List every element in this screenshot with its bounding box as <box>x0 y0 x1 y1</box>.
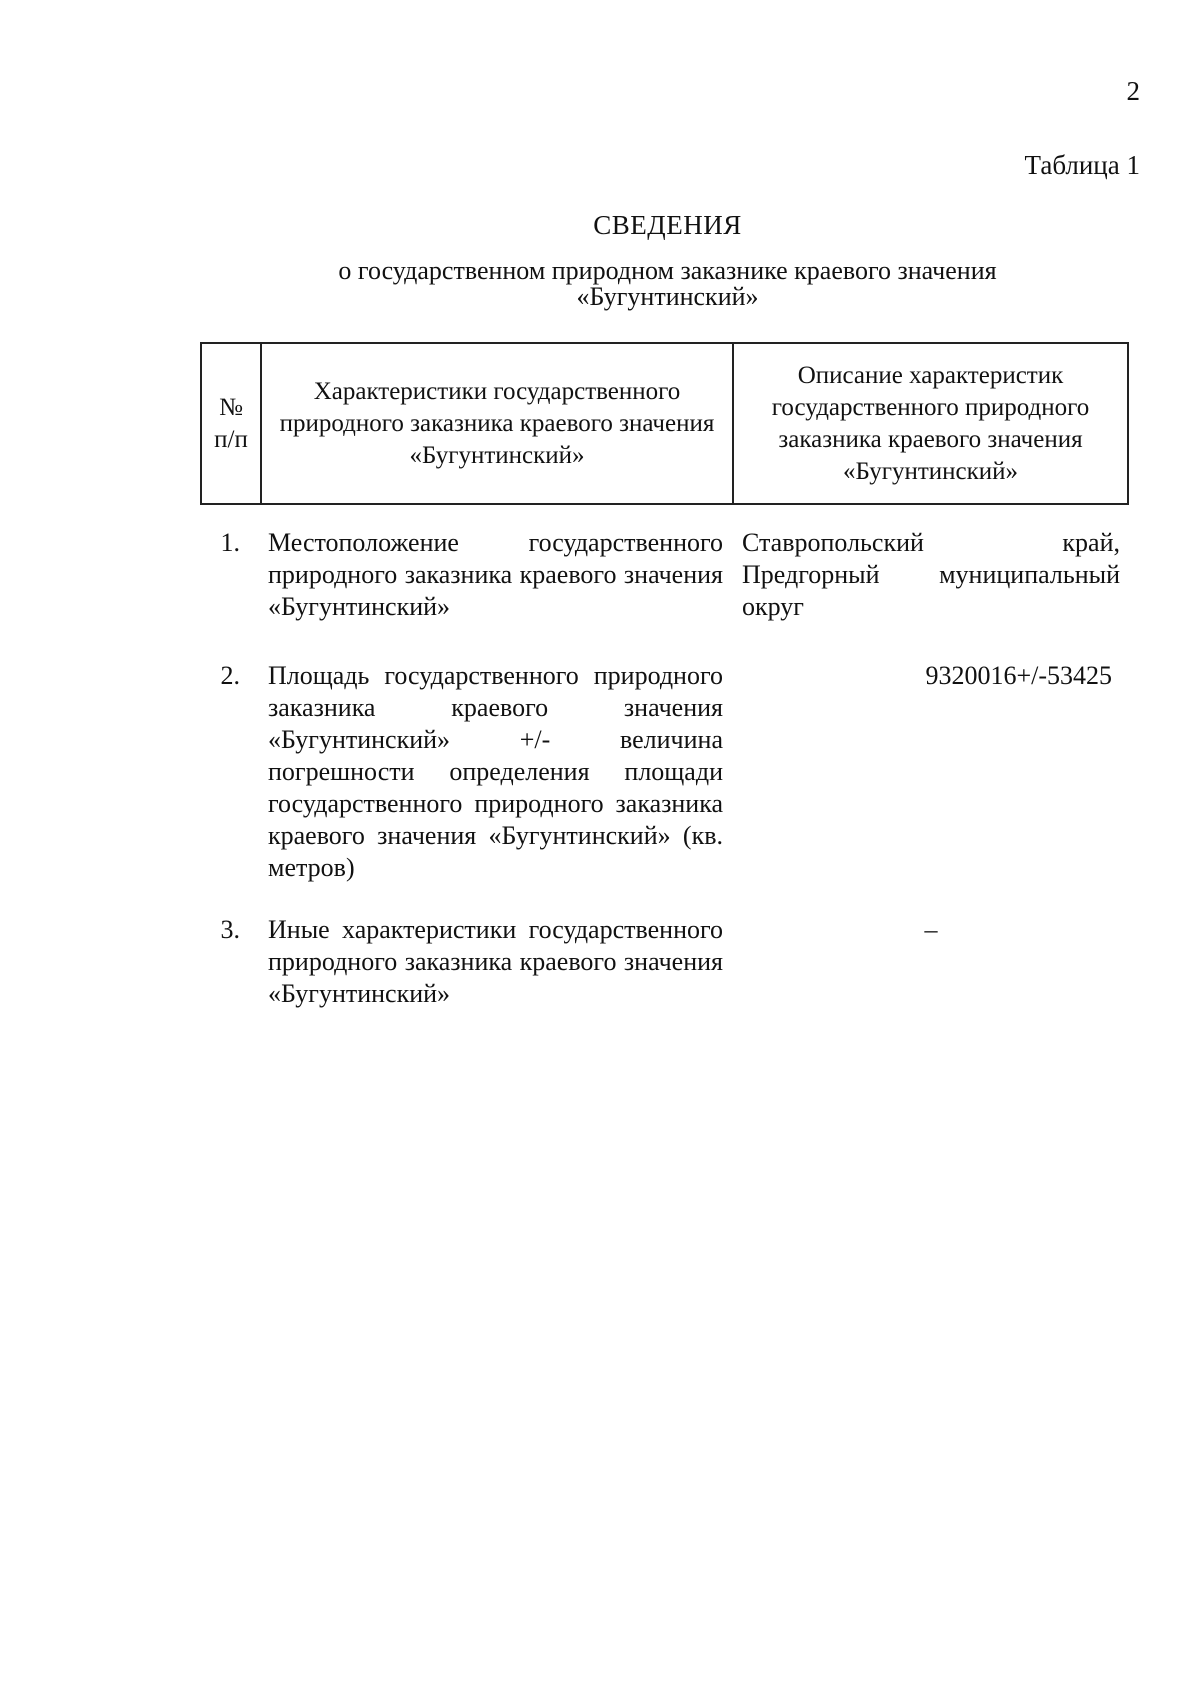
row-number: 3. <box>220 915 240 944</box>
subtitle-line-1: о государственном природном заказнике краевого значения <box>338 256 997 285</box>
row-description: Ставропольский край, Предгорный муниципальный округ <box>742 528 1120 621</box>
row-number: 1. <box>220 528 240 557</box>
document-title: СВЕДЕНИЯ <box>593 210 742 240</box>
header-number-cell <box>202 344 262 503</box>
header-description-cell: Описание характеристик государственного природного заказника краевого значения «Бугунтинский» <box>771 361 1090 485</box>
row-number: 2. <box>220 661 240 690</box>
header-characteristics-cell: Характеристики государственного природного заказника краевого значения «Бугунтинский» <box>262 344 734 503</box>
row-description: – <box>924 915 938 944</box>
row-characteristic: Местоположение государственного природного заказника краевого значения «Бугунтинский» <box>268 528 723 621</box>
header-number-abbrev: п/п <box>214 425 248 453</box>
table-label: Таблица 1 <box>1024 150 1140 180</box>
header-number-symbol: № <box>219 393 243 421</box>
row-characteristic: Площадь государственного природного заказника краевого значения «Бугунтинский» +/- величина погрешности определения площади государственного природного заказника краевого значения «Бугунтинский» (кв. метров) <box>268 661 723 882</box>
subtitle-line-2: «Бугунтинский» <box>576 282 759 311</box>
document-subtitle <box>0 258 1200 310</box>
page-number: 2 <box>1126 76 1140 106</box>
row-description: 9320016+/-53425 <box>925 661 1112 690</box>
table-header <box>200 342 1129 505</box>
row-characteristic: Иные характеристики государственного природного заказника краевого значения «Бугунтинский» <box>268 915 723 1008</box>
